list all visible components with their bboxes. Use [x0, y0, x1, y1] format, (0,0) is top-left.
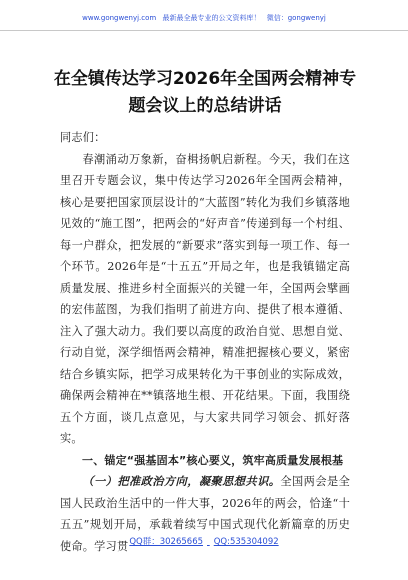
header-text: [0, 13, 408, 23]
document-body: [60, 127, 350, 557]
paragraph-2-text: 全国两会是全国人民政治生活中的一件大事，2026年的两会，恰逢“十五五”规划开局，承载着续写中国式现代化新篇章的历史使命。学习贯: [60, 475, 350, 553]
footer-qq[interactable]: QQ:535304092: [213, 537, 279, 547]
salutation: 同志们：: [60, 131, 106, 144]
opening-paragraph: 春潮涌动万象新，奋楫扬帆启新程。今天，我们在这里召开专题会议，集中传达学习2026年全国两会精神，核心是要把国家顶层设计的“大蓝图”转化为我们乡镇落地见效的“施工图”，把两会的“好声音”传递到每一个村组、每一户群众，把发展的“新要求”落实到每一项工作、每一个环节。2026年是“十五五”开局之年，也是我镇锚定高质量发展、推进乡村全面振兴的关键一年，全国两会擘画的宏伟蓝图，为我们指明了前进方向、提供了根本遵循、注入了强大动力。我们要以高度的政治自觉、思想自觉、行动自觉，深学细悟两会精神，精准把握核心要义，紧密结合乡镇实际，把学习成果转化为干事创业的实际成效，确保两会精神在**镇落地生根、开花结果。下面，我围绕五个方面，谈几点意见，与大家共同学习领会、抓好落实。: [60, 152, 350, 445]
page-header: [0, 0, 408, 31]
header-site-link[interactable]: www.gongwenyj.com: [82, 14, 157, 22]
footer-qq-group[interactable]: QQ群：30265665: [129, 537, 204, 547]
section-heading: 一、锚定“强基固本”核心要义，筑牢高质量发展根基: [82, 453, 344, 467]
header-wechat: 微信：gongwenyj: [266, 14, 326, 22]
sub-heading: （一）把准政治方向，凝聚思想共识。: [82, 474, 281, 488]
header-slogan: 最新最全最专业的公文资料库！: [162, 14, 261, 22]
page-footer: [0, 535, 408, 547]
document-title: 在全镇传达学习2026年全国两会精神专题会议上的总结讲话: [53, 69, 357, 116]
